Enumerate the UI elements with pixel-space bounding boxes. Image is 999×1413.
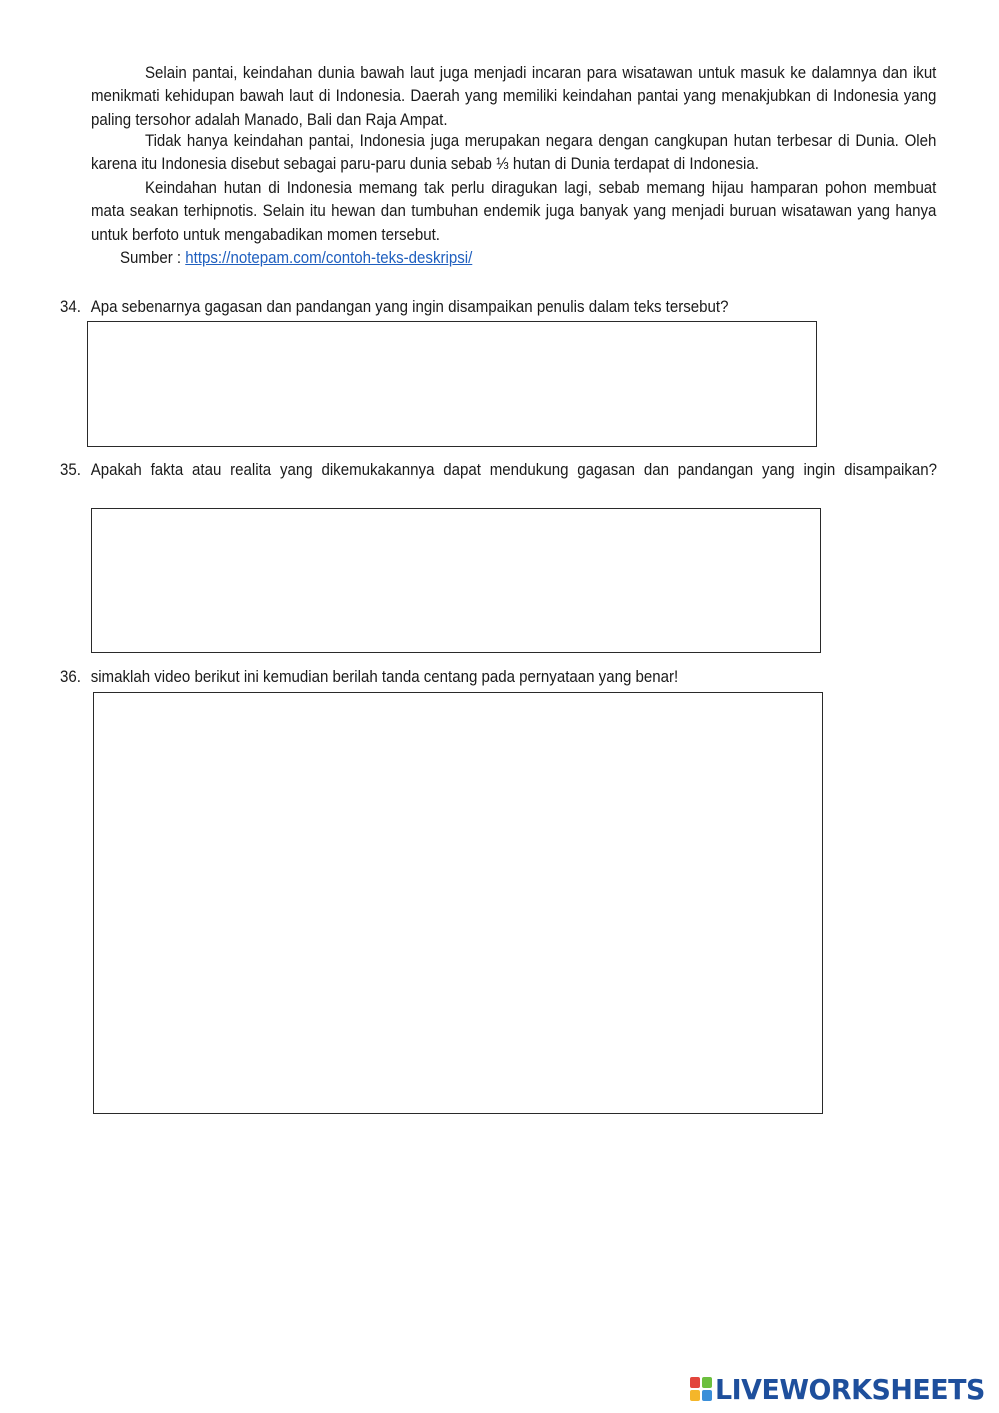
passage-paragraph-2	[91, 130, 936, 177]
source-label: Sumber :	[120, 249, 186, 267]
paragraph-1-text: Selain pantai, keindahan dunia bawah laut juga menjadi incaran para wisatawan untuk masuk ke dalamnya dan ikut menikmati kehidupan bawah laut di Indonesia. Daerah yang memiliki keindahan pantai yang menakjubkan di Indonesia yang paling tersohor adalah Manado, Bali dan Raja Ampat.	[91, 64, 937, 129]
liveworksheets-logo-icon	[690, 1377, 712, 1401]
question-text: Apa sebenarnya gagasan dan pandangan yang ingin disampaikan penulis dalam teks tersebut?	[90, 298, 729, 316]
question-number: 36.	[60, 668, 81, 686]
source-citation	[120, 247, 472, 270]
paragraph-3-text: Keindahan hutan di Indonesia memang tak perlu diragukan lagi, sebab memang hijau hamparan pohon membuat mata seakan terhipnotis. Selain itu hewan dan tumbuhan endemik juga banyak yang menjadi buruan wisatawan yang hanya untuk berfoto untuk mengabadikan momen tersebut.	[91, 179, 937, 244]
passage-paragraph-1	[91, 62, 936, 132]
question-number: 34.	[60, 298, 81, 316]
paragraph-2-text: Tidak hanya keindahan pantai, Indonesia juga merupakan negara dengan cangkupan hutan terbesar di Dunia. Oleh karena itu Indonesia disebut sebagai paru-paru dunia sebab ⅓ hutan di Dunia terdapat di Indonesia.	[91, 132, 937, 174]
answer-box-34[interactable]	[87, 321, 817, 447]
question-35	[60, 459, 937, 509]
question-text: Apakah fakta atau realita yang dikemukakannya dapat mendukung gagasan dan pandangan yang ingin disampaikan?	[90, 461, 937, 479]
passage-paragraph-3	[91, 177, 936, 247]
question-number: 35.	[60, 461, 81, 479]
liveworksheets-logo	[690, 1373, 996, 1405]
brand-name: LIVEWORKSHEETS	[715, 1372, 985, 1406]
video-embed-box-36[interactable]	[93, 692, 823, 1114]
source-link[interactable]: https://notepam.com/contoh-teks-deskripsi/	[185, 249, 473, 267]
answer-box-35[interactable]	[91, 508, 821, 653]
question-text: simaklah video berikut ini kemudian berilah tanda centang pada pernyataan yang benar!	[90, 668, 679, 686]
